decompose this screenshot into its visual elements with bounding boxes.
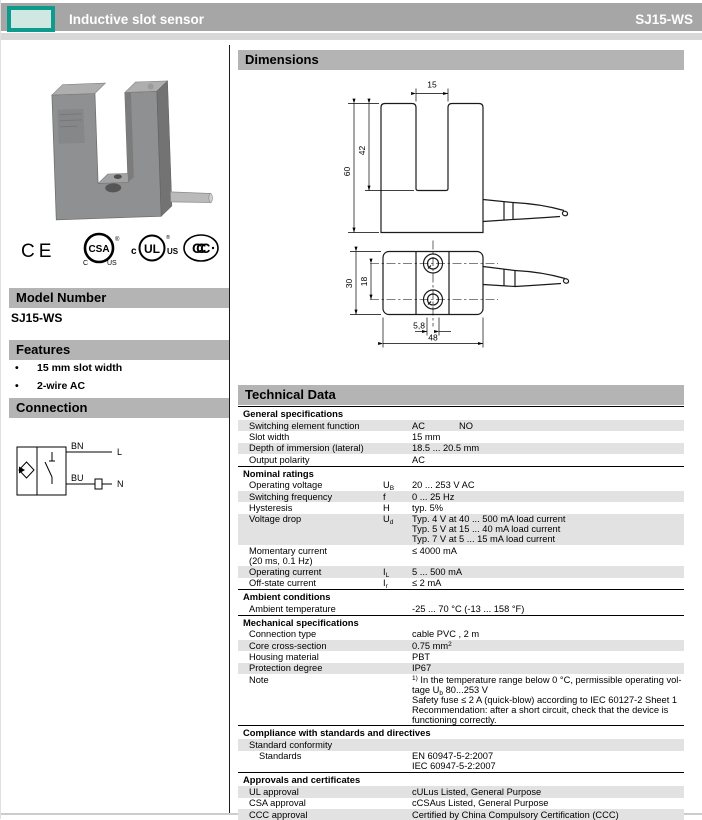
- feature-item: • 2-wire AC: [15, 380, 86, 392]
- row-value: ≤ 2 mA: [412, 578, 442, 589]
- row-symbol: [383, 651, 412, 652]
- table-row: [238, 566, 684, 580]
- row-symbol: $U_d$: [383, 514, 394, 527]
- table-row: [238, 454, 684, 465]
- table-row: [238, 480, 684, 491]
- row-label: Switching frequency: [249, 491, 333, 502]
- table-row: [238, 491, 684, 502]
- table-row: [238, 545, 684, 566]
- row-value: 0.75 $mm^2$: [412, 640, 452, 651]
- ccc-logo: [184, 235, 218, 261]
- table-row: [238, 739, 684, 750]
- row-label: Hysteresis: [249, 502, 293, 513]
- row-symbol: [383, 663, 412, 664]
- row-label: CCC approval: [249, 809, 308, 820]
- row-symbol: [383, 629, 412, 630]
- left-column: [9, 45, 229, 815]
- row-label: Housing material: [249, 651, 319, 662]
- feature-item: • 15 mm slot width: [15, 362, 123, 374]
- svg-text:CE: CE: [21, 241, 56, 262]
- model-number-heading: Model Number: [9, 288, 229, 308]
- row-symbol: $U_B$: [383, 480, 395, 493]
- row-label: Depth of immersion (lateral): [249, 443, 364, 454]
- row-value: Typ. 4 V at 40 ... 500 mA load current Typ. 5 V at 15 ... 40 mA load current Typ. 7 V at 5 ... 15 mA load current: [412, 514, 566, 545]
- svg-text:C: C: [83, 260, 89, 267]
- certification-logos: [9, 228, 221, 270]
- table-row: [238, 443, 684, 454]
- row-label: Voltage drop: [249, 514, 302, 525]
- row-value: 0 ... 25 Hz: [412, 491, 455, 502]
- row-value: 20 ... 253 V AC: [412, 480, 475, 491]
- ce-logo: [21, 241, 55, 262]
- row-symbol: [383, 640, 412, 641]
- table-row: [238, 786, 684, 797]
- row-symbol: [383, 545, 412, 546]
- svg-text:c: c: [131, 246, 137, 257]
- dim-hole-spacing: 18: [359, 276, 369, 287]
- tech-section-title: Compliance with standards and directives: [238, 725, 684, 739]
- wire-label-bu: BU: [71, 473, 84, 483]
- row-label: Momentary current (20 ms, 0.1 Hz): [249, 545, 328, 566]
- row-label: Ambient temperature: [249, 603, 336, 614]
- row-value: ≤ 4000 mA: [412, 545, 457, 556]
- row-symbol: H: [383, 502, 390, 513]
- tech-section-title: Approvals and certificates: [238, 772, 684, 786]
- culus-logo: [131, 234, 179, 261]
- terminal-label-l: L: [117, 447, 123, 457]
- dimensions-heading: Dimensions: [238, 50, 684, 70]
- row-value: [412, 739, 684, 740]
- row-label: Operating voltage: [249, 480, 323, 491]
- tech-section-title: General specifications: [238, 406, 684, 420]
- terminal-label-n: N: [117, 479, 124, 489]
- svg-text:UL: UL: [144, 242, 160, 256]
- model-number-value: SJ15-WS: [11, 311, 63, 325]
- connection-heading: Connection: [9, 398, 229, 418]
- header-substrip: [1, 33, 702, 40]
- table-row: [238, 629, 684, 640]
- table-row: [238, 751, 684, 772]
- svg-text:CSA: CSA: [88, 244, 110, 255]
- bullet-icon: •: [15, 362, 19, 374]
- row-label: Operating current: [249, 567, 322, 578]
- header-model-number: SJ15-WS: [635, 12, 693, 27]
- row-label: Protection degree: [249, 663, 323, 674]
- dim-overall-height: 60: [342, 166, 352, 177]
- table-row: [238, 674, 684, 725]
- svg-text:®: ®: [166, 235, 171, 241]
- row-symbol: [383, 798, 412, 799]
- table-row: [238, 514, 684, 545]
- dim-side-height: 30: [344, 278, 354, 289]
- row-symbol: [383, 603, 412, 604]
- bullet-icon: •: [15, 380, 19, 392]
- row-symbol: [383, 786, 412, 787]
- tech-section-title: Ambient conditions: [238, 589, 684, 603]
- row-symbol: [383, 739, 412, 740]
- row-label: Core cross-section: [249, 640, 327, 651]
- row-value: -25 ... 70 °C (-13 ... 158 °F): [412, 603, 525, 614]
- row-symbol: [383, 443, 412, 444]
- product-photo: [9, 53, 221, 228]
- table-row: [238, 431, 684, 442]
- table-row: [238, 809, 684, 820]
- dim-hole-width: 5,8: [413, 320, 425, 331]
- row-label: CSA approval: [249, 798, 306, 809]
- row-value: cULus Listed, General Purpose: [412, 786, 542, 797]
- row-label: Note: [249, 674, 269, 685]
- row-value: typ. 5%: [412, 502, 444, 513]
- table-row: [238, 603, 684, 614]
- row-symbol: f: [383, 491, 386, 502]
- table-row: [238, 663, 684, 674]
- row-value: 15 mm: [412, 432, 441, 443]
- row-value: PBT: [412, 651, 431, 662]
- table-row: [238, 651, 684, 662]
- row-symbol: [383, 809, 412, 810]
- brand-square-icon: [7, 6, 55, 32]
- row-label: Slot width: [249, 432, 290, 443]
- row-value: 5 ... 500 mA: [412, 567, 463, 578]
- row-value: cCSAus Listed, General Purpose: [412, 798, 549, 809]
- row-symbol: [383, 420, 412, 421]
- right-column: [238, 45, 684, 820]
- tech-section-title: Mechanical specifications: [238, 615, 684, 629]
- dim-overall-width: 48: [428, 332, 438, 343]
- row-label: UL approval: [249, 786, 299, 797]
- row-value: AC NO: [412, 420, 473, 431]
- header-bar: [1, 3, 702, 31]
- technical-data-heading: Technical Data: [238, 385, 684, 405]
- features-heading: Features: [9, 340, 229, 360]
- slot-sensor-image: [9, 53, 221, 228]
- page-title: Inductive slot sensor: [69, 12, 205, 27]
- row-value: AC: [412, 454, 425, 465]
- row-value: 18.5 ... 20.5 mm: [412, 443, 480, 454]
- row-symbol: [383, 751, 412, 752]
- svg-text:®: ®: [115, 237, 120, 243]
- svg-text:CCC: CCC: [192, 240, 205, 256]
- table-row: [238, 640, 684, 651]
- row-symbol: $I_r$: [383, 578, 388, 591]
- row-symbol: [383, 454, 412, 455]
- table-row: [238, 502, 684, 513]
- row-symbol: [383, 674, 412, 675]
- wire-label-bn: BN: [71, 441, 84, 451]
- row-value: Certified by China Compulsory Certification (CCC): [412, 809, 619, 820]
- tech-section-title: Nominal ratings: [238, 466, 684, 480]
- table-row: [238, 420, 684, 431]
- row-label: Switching element function: [249, 420, 360, 431]
- csa-logo: [83, 234, 120, 267]
- row-value: cable PVC , 2 m: [412, 629, 480, 640]
- row-label: Output polarity: [249, 454, 310, 465]
- row-value: EN 60947-5-2:2007 IEC 60947-5-2:2007: [412, 751, 496, 772]
- row-label: Connection type: [249, 629, 317, 640]
- row-symbol: [383, 431, 412, 432]
- row-value: $^{1)}$ In the temperature range below 0 °C, permissible operating vol- tage $U_b$ 80...253 V Safety fuse ≤ 2 A (quick-blow) according to IEC 60127-2 Sheet 1 Recommendation: after a short circuit, check that the device is functioning correctly.: [412, 674, 682, 725]
- svg-text:US: US: [167, 247, 179, 256]
- row-value: IP67: [412, 663, 432, 674]
- connection-diagram: [9, 437, 229, 532]
- svg-text:US: US: [107, 260, 117, 267]
- table-row: [238, 798, 684, 809]
- column-divider: [229, 45, 230, 815]
- dimension-drawing: [238, 73, 684, 381]
- dim-slot-depth: 42: [357, 145, 367, 156]
- row-label: Standards: [259, 751, 302, 762]
- row-symbol: $I_L$: [383, 567, 390, 580]
- dim-slot-width: 15: [427, 79, 437, 90]
- row-label: Off-state current: [249, 578, 316, 589]
- table-row: [238, 578, 684, 589]
- row-label: Standard conformity: [249, 740, 333, 751]
- technical-data-table: [238, 406, 684, 820]
